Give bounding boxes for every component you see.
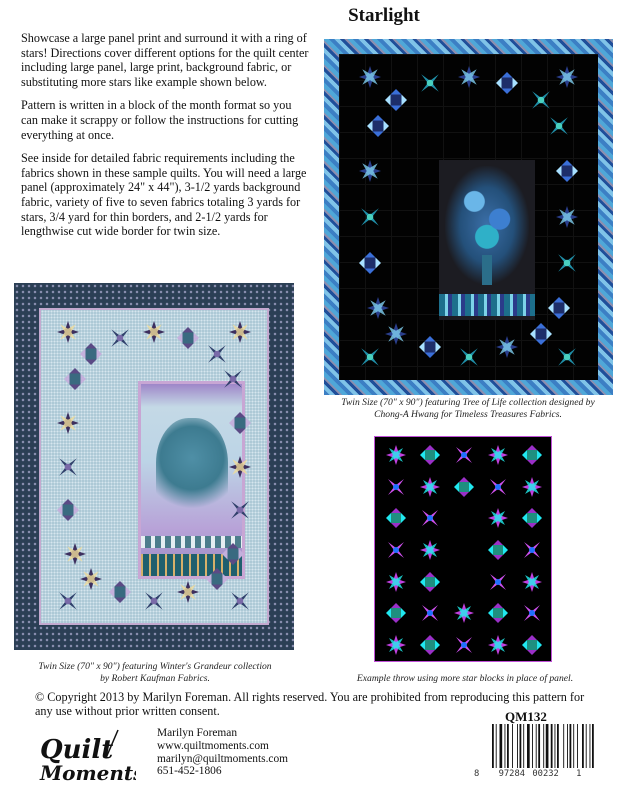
tree-of-life-caption (318, 397, 618, 421)
quilt-center (39, 308, 269, 625)
star-block-icon (454, 635, 474, 655)
winters-grandeur-caption (10, 661, 300, 685)
star-block-icon (385, 89, 407, 111)
star-block-icon (359, 66, 381, 88)
star-block-icon (420, 477, 440, 497)
star-block-icon (57, 590, 79, 612)
star-block-icon (488, 477, 508, 497)
contact-name: Marilyn Foreman (157, 727, 238, 739)
star-block-icon (57, 321, 79, 343)
star-block-icon (57, 499, 79, 521)
star-block-icon (386, 603, 406, 623)
quilt-center (339, 54, 598, 380)
barcode-digits (474, 769, 612, 779)
star-block-icon (367, 297, 389, 319)
page-title: Starlight (348, 5, 420, 26)
star-block-icon (548, 297, 570, 319)
barcode-digit: 1 (576, 769, 582, 779)
barcode-group: 00232 (532, 769, 559, 779)
tree-icon (156, 418, 228, 518)
star-block-icon (359, 346, 381, 368)
star-block-icon (57, 456, 79, 478)
star-block-icon (548, 115, 570, 137)
star-block-icon (458, 66, 480, 88)
intro-text (21, 31, 311, 248)
star-block-icon (522, 603, 542, 623)
intro-paragraph-2: Pattern is written in a block of the month format so you can make it scrappy or follow the instructions for cutting everything at once. (21, 98, 299, 142)
star-block-icon (419, 336, 441, 358)
star-block-icon (522, 540, 542, 560)
star-block-icon (229, 412, 251, 434)
star-block-icon (385, 323, 407, 345)
star-block-icon (488, 635, 508, 655)
star-block-icon (556, 346, 578, 368)
star-block-icon (530, 323, 552, 345)
star-block-icon (206, 343, 228, 365)
panel-band (439, 294, 535, 316)
caption-line: Chong-A Hwang for Timeless Treasures Fabrics. (374, 409, 562, 420)
star-block-icon (488, 445, 508, 465)
star-block-icon (177, 327, 199, 349)
star-block-icon (109, 327, 131, 349)
barcode (492, 724, 610, 768)
star-block-icon (420, 445, 440, 465)
star-block-icon (419, 72, 441, 94)
star-block-icon (143, 321, 165, 343)
star-block-icon (530, 89, 552, 111)
intro-paragraph-1: Showcase a large panel print and surround it with a ring of stars! Directions cover different options for the quilt center including large panel, large print, background fabric, or substituting more stars like example shown below. (21, 31, 309, 89)
caption-line: Twin Size (70" x 90") featuring Winter's Grandeur collection (38, 661, 272, 672)
star-block-icon (488, 603, 508, 623)
star-block-icon (386, 477, 406, 497)
star-block-icon (454, 445, 474, 465)
star-block-icon (359, 160, 381, 182)
star-block-icon (522, 445, 542, 465)
svg-text:Moments: Moments (40, 761, 136, 785)
quilt-moments-logo (36, 728, 136, 786)
star-block-icon (488, 508, 508, 528)
barcode-group: 97284 (498, 769, 526, 779)
star-block-icon (458, 346, 480, 368)
star-block-icon (420, 508, 440, 528)
star-block-icon (386, 572, 406, 592)
barcode-digit: 8 (474, 769, 480, 779)
winters-grandeur-quilt-image (14, 283, 294, 650)
star-block-icon (109, 581, 131, 603)
star-block-icon (229, 499, 251, 521)
tree-trunk (482, 255, 492, 285)
example-throw-quilt-image (374, 436, 552, 662)
star-block-icon (420, 540, 440, 560)
star-block-icon (386, 445, 406, 465)
star-block-icon (229, 590, 251, 612)
star-block-icon (206, 568, 228, 590)
star-block-icon (229, 321, 251, 343)
contact-website: www.quiltmoments.com (157, 739, 269, 752)
star-block-icon (420, 572, 440, 592)
star-block-icon (488, 540, 508, 560)
tree-of-life-quilt-image (324, 39, 613, 395)
star-block-icon (57, 412, 79, 434)
star-block-icon (522, 635, 542, 655)
copyright-notice: © Copyright 2013 by Marilyn Foreman. All rights reserved. You are prohibited from reproducing this pattern for any use without prior written consent. (35, 690, 585, 718)
star-block-icon (367, 115, 389, 137)
intro-paragraph-3: See inside for detailed fabric requirements including the fabrics shown in these sample quilts. You will need a large panel (approximately 24" x 44"), 3-1/2 yards background fabric, variety of five to seven fabrics totaling 3 yards for stars, 3/4 yard for thin borders, and 2-1/2 yards for lengthwise cut wide border for twin size. (21, 151, 307, 239)
example-throw-caption: Example throw using more star blocks in place of panel. (356, 673, 574, 684)
star-block-icon (80, 343, 102, 365)
star-block-icon (454, 603, 474, 623)
star-block-icon (80, 568, 102, 590)
star-block-icon (496, 336, 518, 358)
star-block-icon (177, 581, 199, 603)
star-block-icon (359, 206, 381, 228)
svg-text:Quilt: Quilt (40, 735, 114, 765)
star-block-icon (229, 456, 251, 478)
star-block-icon (386, 635, 406, 655)
contact-info (157, 727, 288, 778)
star-block-icon (556, 206, 578, 228)
star-block-icon (522, 508, 542, 528)
star-block-icon (454, 477, 474, 497)
star-block-icon (556, 66, 578, 88)
tree-panel (439, 160, 535, 320)
star-block-icon (420, 635, 440, 655)
star-block-icon (522, 477, 542, 497)
star-block-icon (496, 72, 518, 94)
star-block-icon (556, 160, 578, 182)
star-block-icon (420, 603, 440, 623)
star-block-icon (359, 252, 381, 274)
star-block-icon (556, 252, 578, 274)
contact-phone: 651-452-1806 (157, 765, 222, 778)
caption-line: by Robert Kaufman Fabrics. (100, 673, 210, 684)
caption-line: Twin Size (70" x 90") featuring Tree of Life collection designed by (341, 397, 595, 408)
contact-email: marilyn@quiltmoments.com (157, 752, 289, 765)
star-block-icon (222, 368, 244, 390)
star-block-icon (386, 540, 406, 560)
star-block-icon (522, 572, 542, 592)
star-block-icon (64, 368, 86, 390)
pattern-code: QM132 (505, 709, 547, 724)
star-block-icon (64, 543, 86, 565)
star-block-icon (143, 590, 165, 612)
star-block-icon (488, 572, 508, 592)
star-block-icon (222, 543, 244, 565)
star-block-icon (386, 508, 406, 528)
